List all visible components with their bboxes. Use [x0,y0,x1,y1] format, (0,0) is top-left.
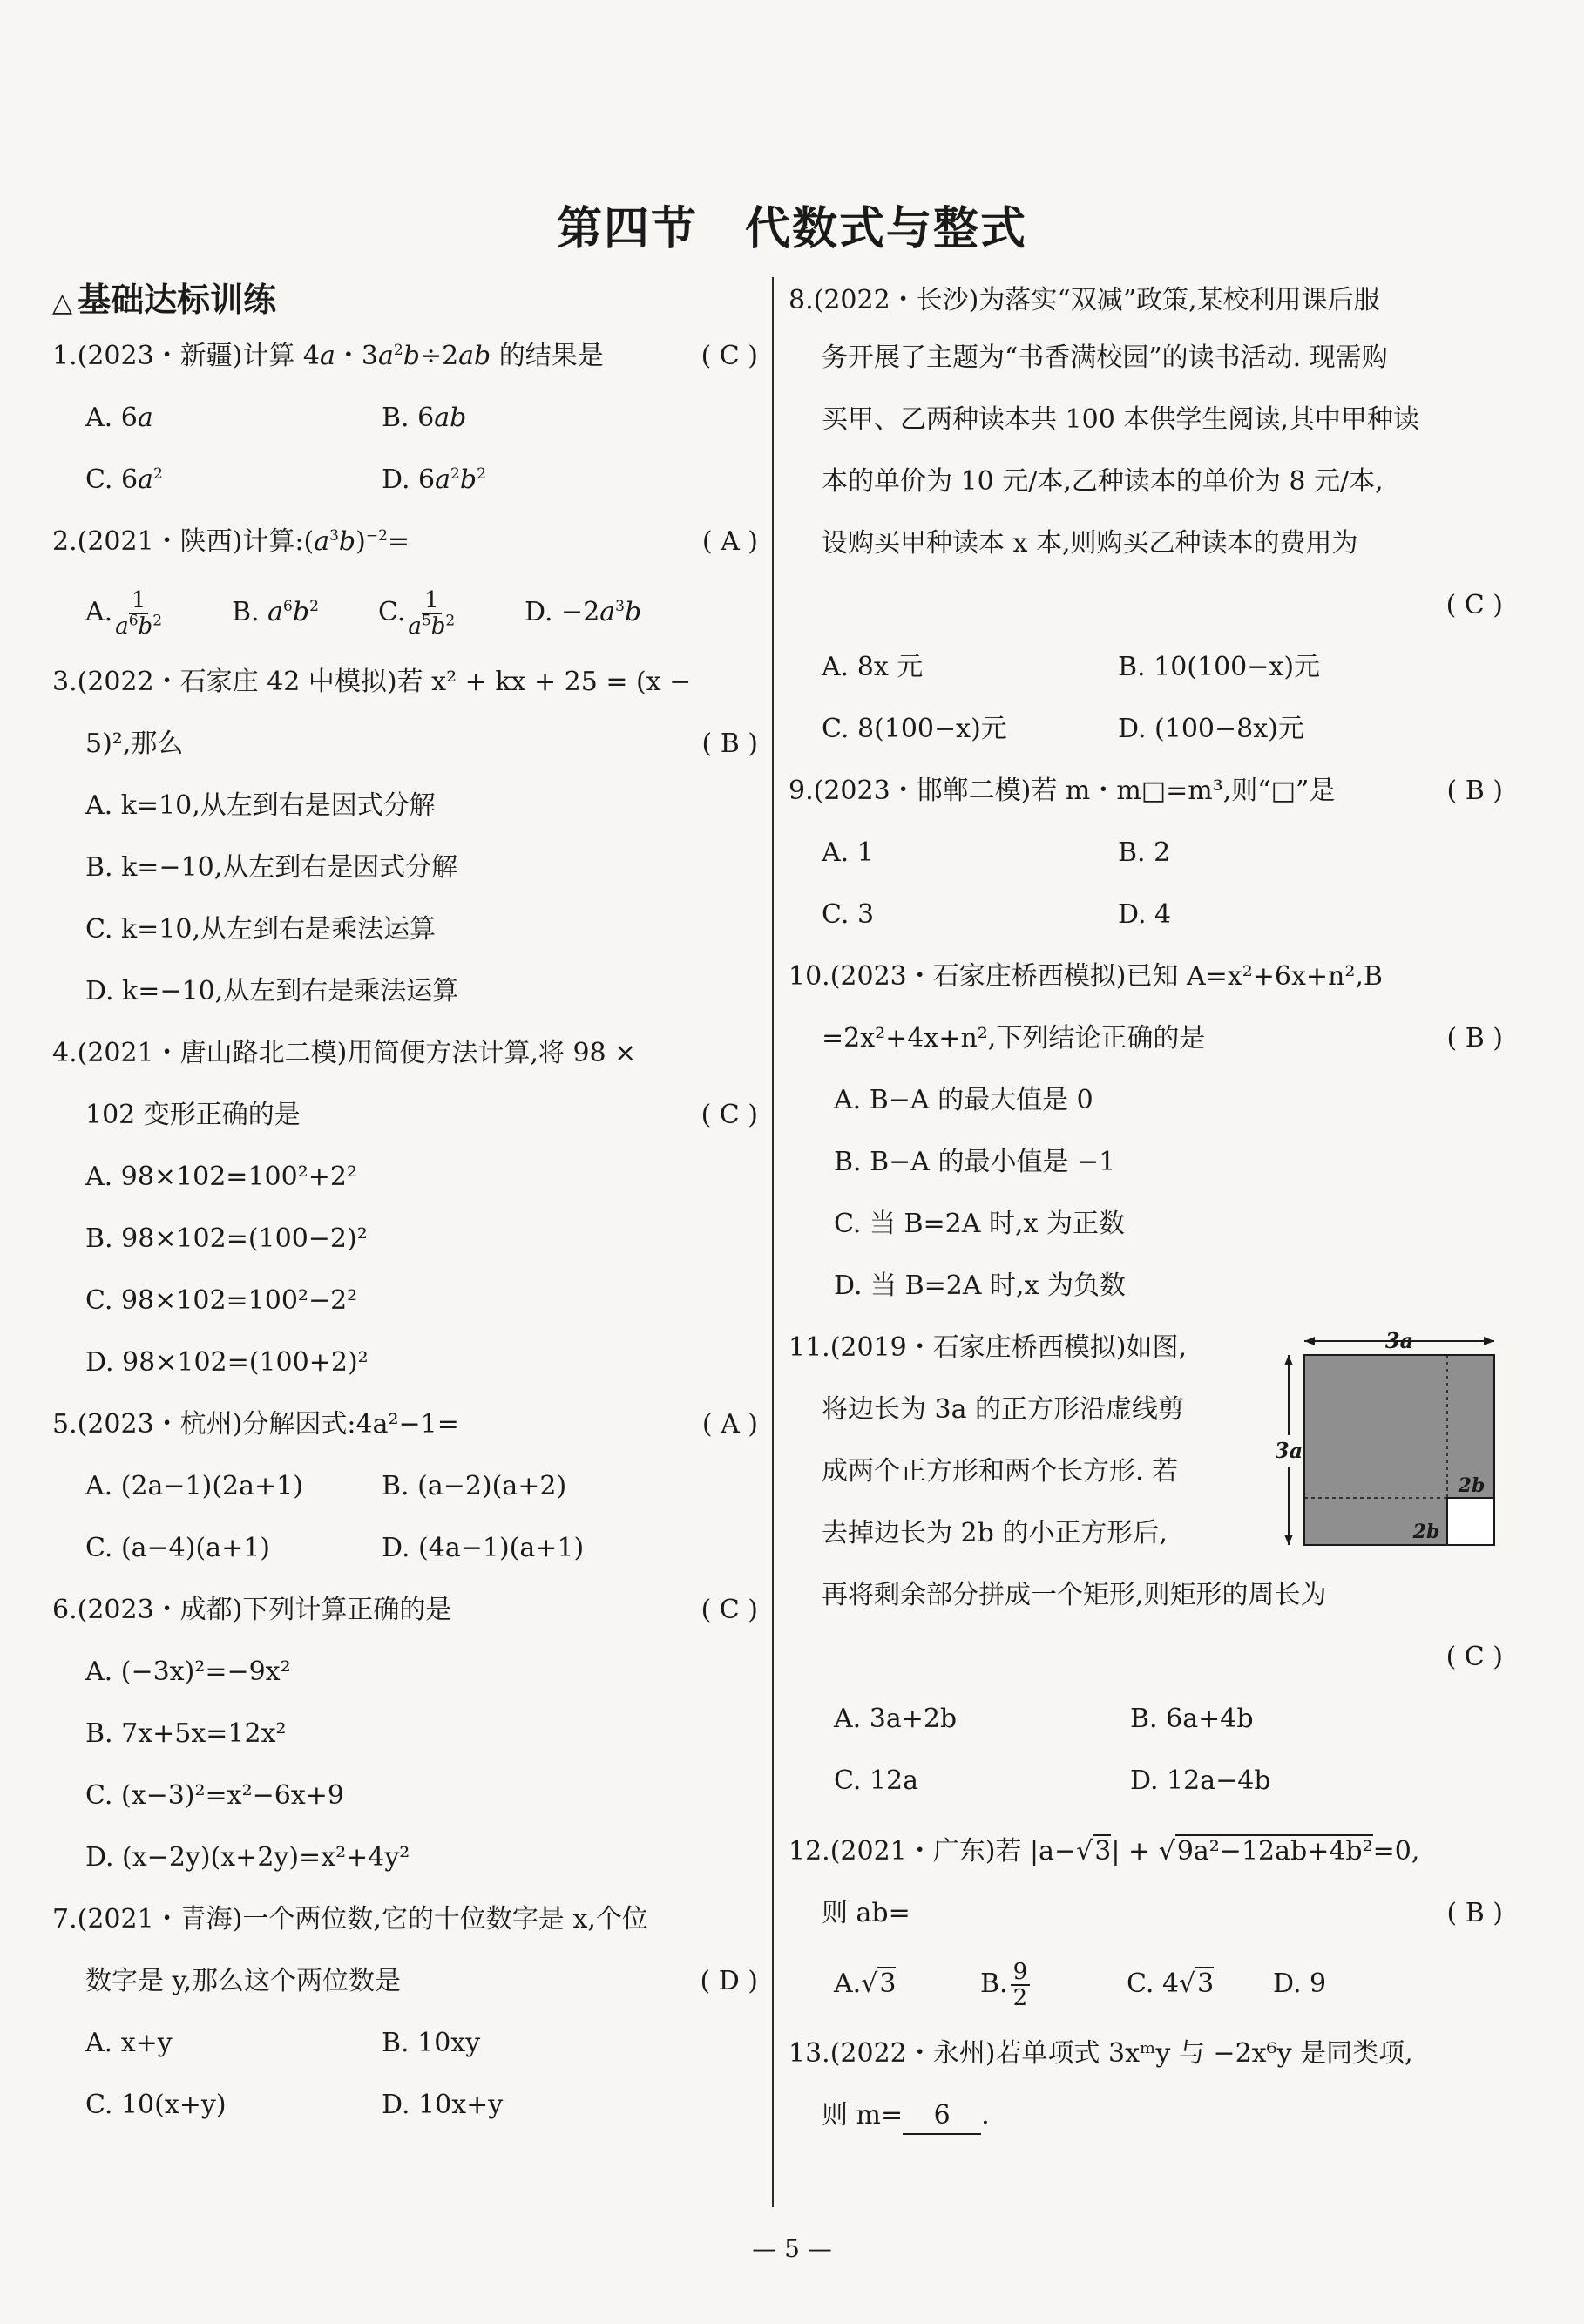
question-1-options [52,387,758,511]
question-11 [789,1317,1503,1812]
option-a: A. x+y [85,2028,173,2058]
question-3-stem-line2: 5)²,那么 ( B ) [52,713,758,775]
right-column [789,274,1503,2146]
option-b: B. 6a+4b [1130,1704,1254,1734]
option-c: C. 4√3 [1127,1968,1215,1999]
option-d: D. k=−10,从左到右是乘法运算 [85,976,459,1006]
question-7-options [52,2012,758,2136]
question-6-stem: 6.(2023・成都)下列计算正确的是 ( C ) [52,1579,758,1641]
question-8-stem-line1: 8.(2022・长沙)为落实“双减”政策,某校利用课后服 [789,285,1380,315]
option-d: D. 9 [1273,1968,1327,1999]
question-1-answer: ( C ) [701,341,758,371]
question-6-answer: ( C ) [701,1595,758,1625]
question-8 [789,274,1503,760]
option-d: D. $6a^2b^2$ [382,464,486,495]
option-b: B. 10(100−x)元 [1118,652,1321,682]
option-c: C. $6a^2$ [85,464,163,495]
top-arrow-left [1304,1337,1315,1345]
option-b: B. 7x+5x=12x² [85,1718,287,1749]
side-arrow-bottom [1284,1535,1293,1545]
top-dimension-label: 3a [1384,1328,1414,1353]
question-7-stem-line2: 数字是 y,那么这个两位数是 ( D ) [52,1950,758,2012]
question-8-stem-line4: 本的单价为 10 元/本,乙种读本的单价为 8 元/本, [822,466,1384,497]
page-title: 第四节 代数式与整式 [556,202,1027,255]
left-column [52,274,758,2136]
option-a: A. 3a+2b [834,1704,958,1734]
side-dimension-label: 3a [1276,1438,1303,1463]
option-a: A. B−A 的最大值是 0 [834,1085,1093,1115]
square-cut-diagram [1276,1324,1503,1559]
option-b: B. B−A 的最小值是 −1 [834,1147,1116,1177]
option-d: D. 10x+y [382,2090,504,2120]
option-d: D. (x−2y)(x+2y)=x²+4y² [85,1842,410,1873]
question-9-stem: 9.(2023・邯郸二模)若 m・m□=m³,则“□”是 ( B ) [789,760,1503,822]
question-8-stem-line3: 买甲、乙两种读本共 100 本供学生阅读,其中甲种读 [822,404,1419,435]
question-11-stem-line3: 成两个正方形和两个长方形. 若 [822,1456,1179,1487]
question-3 [52,651,758,1022]
option-b: B. $a^6b^2$ [232,596,319,627]
question-8-stem-line5: 设购买甲种读本 x 本,则购买乙种读本的费用为 [822,528,1358,559]
question-10-options [789,1069,1503,1317]
question-9-answer: ( B ) [1446,776,1503,806]
square-cut-figure [1276,1324,1503,1559]
section-heading: △ 基础达标训练 [52,274,758,325]
question-1 [52,325,758,511]
question-11-stem-line4: 去掉边长为 2b 的小正方形后, [822,1518,1168,1548]
option-a: A.√3 [834,1968,897,1999]
option-a: A. 6a [85,403,153,433]
option-b: B. (a−2)(a+2) [382,1471,567,1501]
option-d: D. 98×102=(100+2)² [85,1347,369,1378]
option-d: D. 4 [1118,899,1172,930]
question-10-answer: ( B ) [1446,1023,1503,1054]
side-arrow-top [1284,1355,1293,1365]
option-a: A. $\frac{1}{a^6b^2}$ [85,586,163,640]
question-9-options [789,822,1503,945]
question-6-options [52,1641,758,1888]
option-a: A. 1 [822,837,874,868]
option-c: C. (a−4)(a+1) [85,1533,270,1563]
question-5-stem: 5.(2023・杭州)分解因式:4a²−1= ( A ) [52,1393,758,1455]
question-11-answer-line [789,1626,1503,1688]
option-d: D. (4a−1)(a+1) [382,1533,585,1563]
triangle-icon: △ [52,288,73,318]
question-9 [789,760,1503,945]
question-12-answer: ( B ) [1446,1898,1503,1928]
question-8-answer-line [789,574,1503,636]
inner-bottom-label: 2b [1412,1521,1440,1543]
option-b: B. 98×102=(100−2)² [85,1223,368,1254]
option-d: D. $-2a^3b$ [525,596,642,627]
question-2-stem: 2.(2021・陕西)计算$:(a^3b)^{-2}=$ ( A ) [52,511,758,573]
question-12-stem-line1: 12.(2021・广东)若 |a−√3| + √9a²−12ab+4b²=0, [789,1836,1420,1867]
question-8-answer: ( C ) [1445,590,1503,620]
question-10 [789,945,1503,1317]
question-11-stem-line5: 再将剩余部分拼成一个矩形,则矩形的周长为 [822,1580,1327,1610]
option-c: C. 当 B=2A 时,x 为正数 [834,1209,1125,1239]
question-4-answer: ( C ) [701,1100,758,1130]
question-7-answer: ( D ) [700,1966,758,1996]
answer-blank: 6 [903,2098,981,2135]
option-c: C. 98×102=100²−2² [85,1285,358,1316]
option-a: A. 8x 元 [822,652,924,682]
question-12-stem-line2: 则 ab= ( B ) [789,1882,1503,1944]
option-b: B. $\frac{9}{2}$ [980,1953,1127,2015]
question-11-options [789,1688,1503,1812]
question-2-options [52,573,758,651]
option-c: C. (x−3)²=x²−6x+9 [85,1780,344,1811]
question-5-answer: ( A ) [701,1409,758,1440]
question-11-stem-line1: 11.(2019・石家庄桥西模拟)如图, [789,1332,1188,1363]
question-2 [52,511,758,651]
question-3-options [52,775,758,1022]
question-13 [789,2022,1503,2146]
option-a: A. 98×102=100²+2² [85,1162,357,1192]
question-13-stem-line2: 则 m= 6 . [789,2084,1503,2146]
question-12 [789,1820,1503,2022]
question-7 [52,1888,758,2136]
question-8-stem-line2: 务开展了主题为“书香满校园”的读书活动. 现需购 [822,342,1388,373]
question-7-stem-line1: 7.(2021・青海)一个两位数,它的十位数字是 x,个位 [52,1904,648,1934]
option-d: D. 当 B=2A 时,x 为负数 [834,1270,1127,1301]
question-4 [52,1022,758,1393]
question-13-stem-line1: 13.(2022・永州)若单项式 3xᵐy 与 −2x⁶y 是同类项, [789,2038,1413,2069]
inner-right-label: 2b [1458,1474,1486,1497]
question-3-answer: ( B ) [701,728,758,759]
option-b: B. 2 [1118,837,1171,868]
small-square-removed [1447,1498,1494,1545]
question-4-options [52,1146,758,1393]
question-8-options [789,636,1503,760]
option-a: A. k=10,从左到右是因式分解 [85,790,436,821]
page-number: — 5 — [752,2234,832,2263]
question-5 [52,1393,758,1579]
question-3-stem-line1: 3.(2022・石家庄 42 中模拟)若 x² + kx + 25 = (x − [52,667,692,697]
question-6 [52,1579,758,1888]
option-c: C. k=10,从左到右是乘法运算 [85,914,436,945]
option-c: C. 10(x+y) [85,2090,227,2120]
question-11-answer: ( C ) [1445,1642,1503,1672]
option-c: C. 8(100−x)元 [822,714,1007,744]
column-divider [772,277,774,2207]
question-10-stem-line1: 10.(2023・石家庄桥西模拟)已知 A=x²+6x+n²,B [789,961,1383,992]
question-11-stem-line2: 将边长为 3a 的正方形沿虚线剪 [822,1394,1185,1425]
question-1-stem: 1.(2023・新疆)计算 4a・$3a^2b\div 2ab$ 的结果是 ( C ) [52,325,758,387]
option-a: A. (2a−1)(2a+1) [85,1471,303,1501]
option-b: B. k=−10,从左到右是因式分解 [85,852,458,883]
question-12-options [789,1944,1503,2022]
question-2-answer: ( A ) [701,526,758,557]
question-5-options [52,1455,758,1579]
option-d: D. 12a−4b [1130,1765,1271,1796]
option-c: C. 12a [834,1765,919,1796]
option-b: B. 10xy [382,2028,481,2058]
option-c: C. 3 [822,899,875,930]
option-b: B. 6ab [382,403,467,433]
option-d: D. (100−8x)元 [1118,714,1304,744]
top-arrow-right [1484,1337,1494,1345]
question-4-stem-line2: 102 变形正确的是 ( C ) [52,1084,758,1146]
question-4-stem-line1: 4.(2021・唐山路北二模)用简便方法计算,将 98 × [52,1038,637,1068]
option-c: C. $\frac{1}{a^5b^2}$ [378,586,456,640]
question-10-stem-line2: =2x²+4x+n²,下列结论正确的是 ( B ) [789,1007,1503,1069]
option-a: A. (−3x)²=−9x² [85,1657,291,1687]
